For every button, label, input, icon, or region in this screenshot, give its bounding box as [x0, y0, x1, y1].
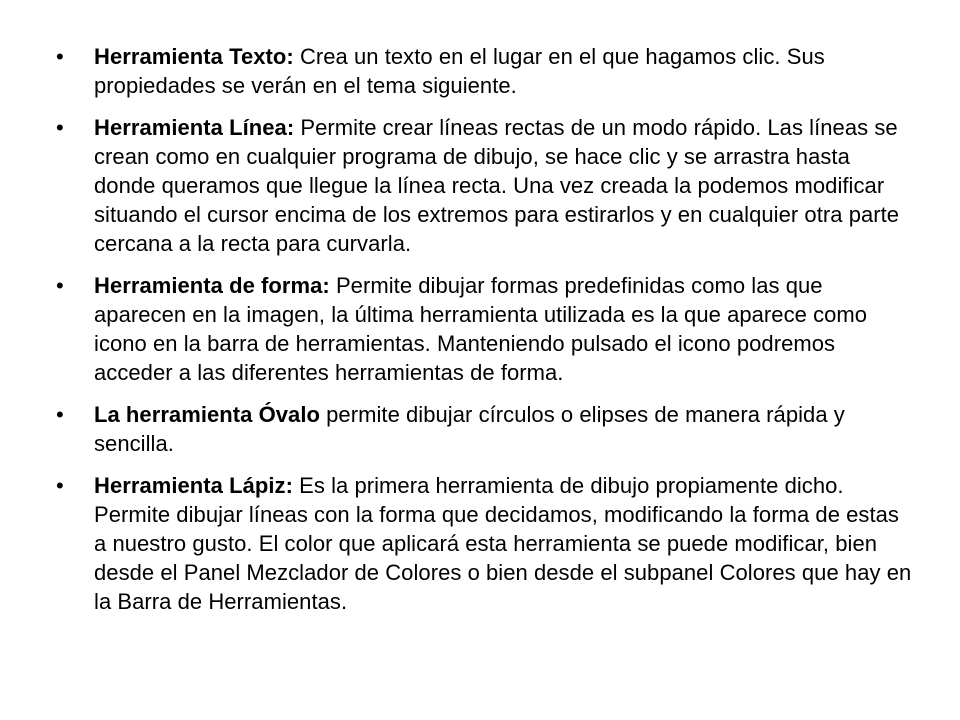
bullet-icon: • — [56, 473, 64, 498]
bullet-item-forma — [56, 271, 916, 387]
bullet-heading: Herramienta Texto: — [94, 44, 294, 69]
bullet-heading: Herramienta Línea: — [94, 115, 295, 140]
bullet-icon: • — [56, 115, 64, 140]
bullet-item-lapiz — [56, 471, 916, 616]
bullet-icon: • — [56, 44, 64, 69]
bullet-item-ovalo — [56, 400, 916, 458]
bullet-item-linea — [56, 113, 916, 258]
bullet-list — [56, 42, 916, 629]
bullet-text: permite dibujar círculos o elipses de manera rápida y sencilla. — [94, 402, 845, 456]
bullet-icon: • — [56, 273, 64, 298]
bullet-text: Es la primera herramienta de dibujo propiamente dicho. Permite dibujar líneas con la forma que decidamos, modificando la forma de estas a nuestro gusto. El color que aplicará esta herramienta se puede modificar, bien desde el Panel Mezclador de Colores o bien desde el subpanel Colores que hay en la Barra de Herramientas. — [94, 473, 912, 614]
bullet-heading: La herramienta Óvalo — [94, 402, 320, 427]
bullet-text: Crea un texto en el lugar en el que hagamos clic. Sus propiedades se verán en el tema siguiente. — [94, 44, 825, 98]
bullet-heading: Herramienta de forma: — [94, 273, 330, 298]
bullet-heading: Herramienta Lápiz: — [94, 473, 293, 498]
bullet-icon: • — [56, 402, 64, 427]
bullet-text: Permite crear líneas rectas de un modo rápido. Las líneas se crean como en cualquier programa de dibujo, se hace clic y se arrastra hasta donde queramos que llegue la línea recta. Una vez creada la podemos modificar situando el cursor encima de los extremos para estirarlos y en cualquier otra parte cercana a la recta para curvarla. — [94, 115, 900, 256]
bullet-text: Permite dibujar formas predefinidas como las que aparecen en la imagen, la última herramienta utilizada es la que aparece como icono en la barra de herramientas. Manteniendo pulsado el icono podremos acceder a las diferentes herramientas de forma. — [94, 273, 868, 385]
bullet-item-texto — [56, 42, 916, 100]
